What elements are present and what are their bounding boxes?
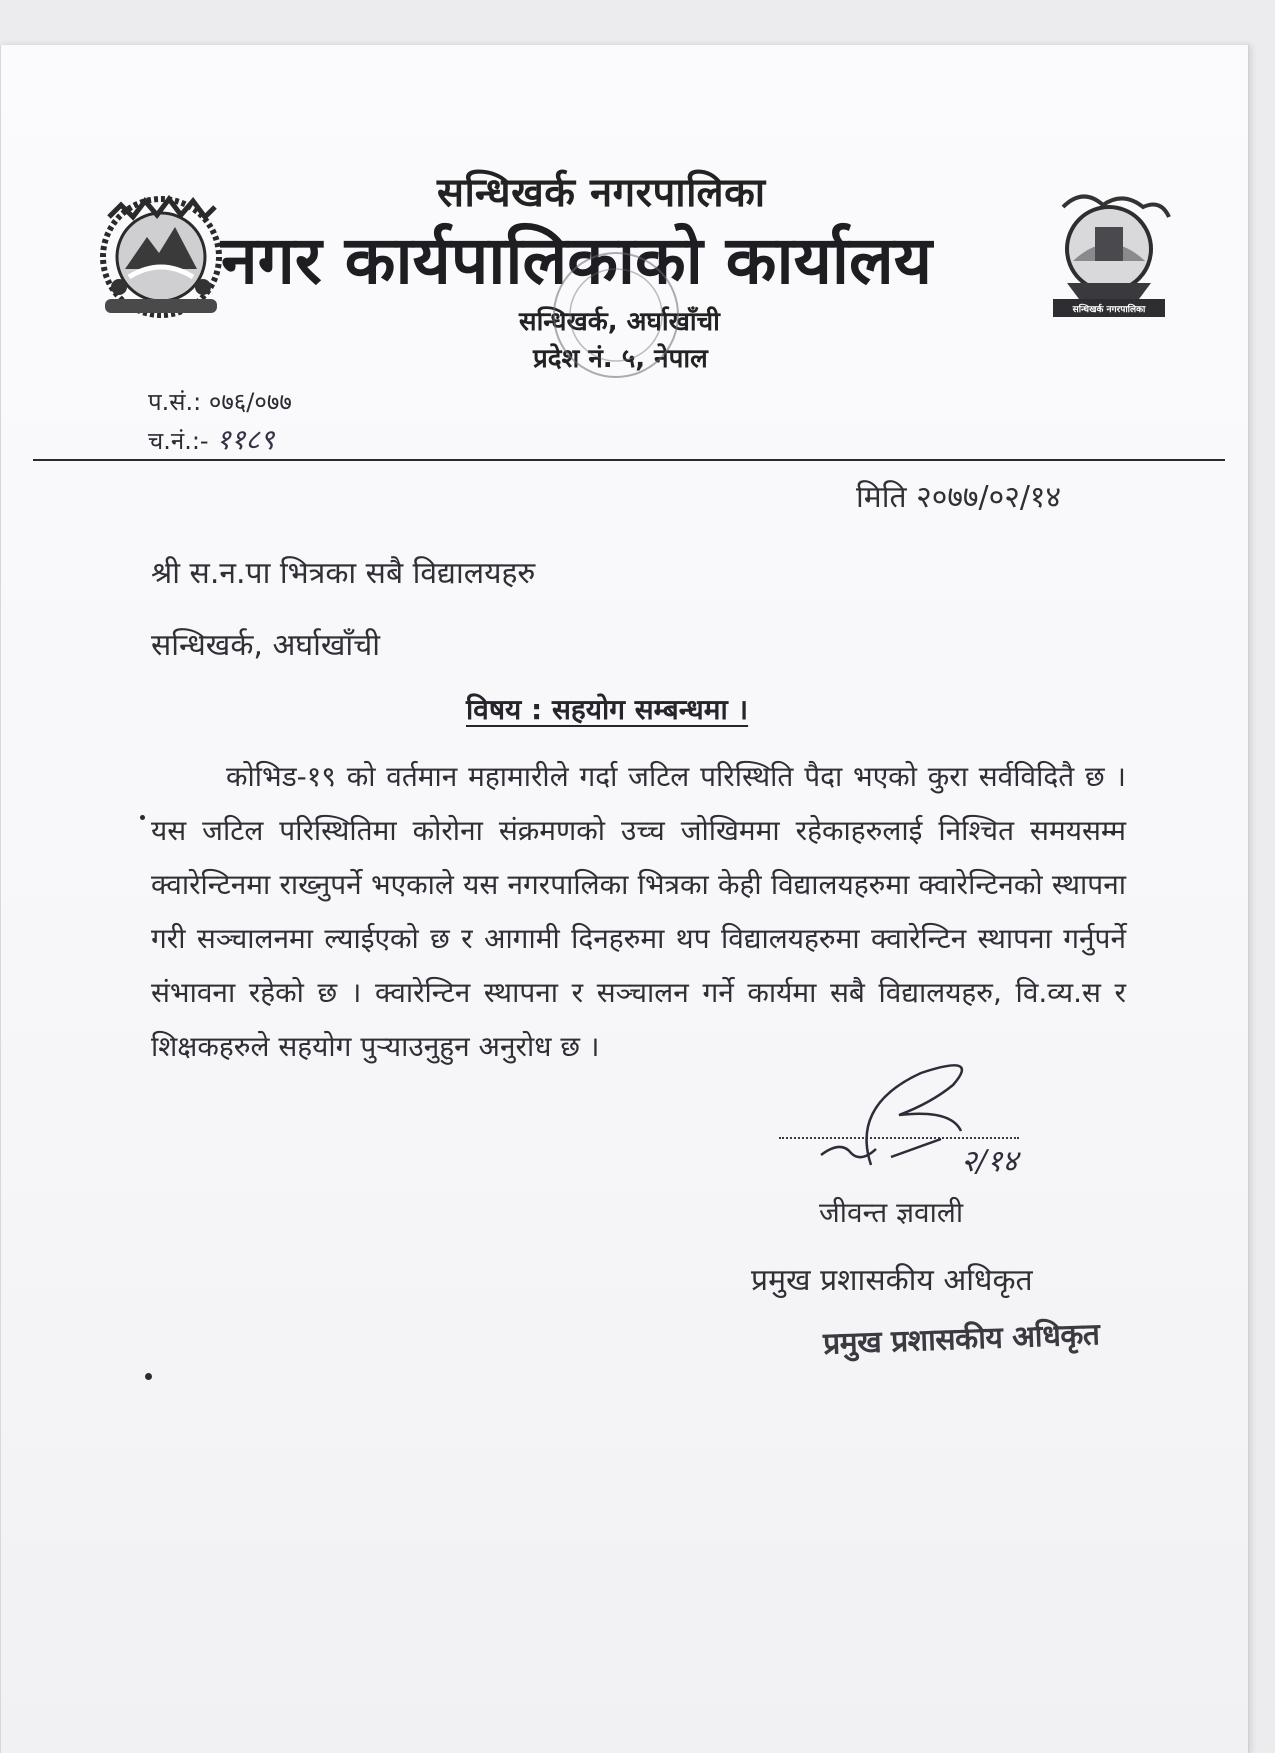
recipient-line-1: श्री स.न.पा भित्रका सबै विद्यालयहरु [151, 556, 536, 591]
letter-page [0, 45, 1249, 1753]
office-title: नगर कार्यपालिकाको कार्यालय [221, 222, 932, 299]
reference-ps-value: ०७६/०७७ [208, 388, 292, 416]
nepal-emblem-icon [89, 187, 234, 322]
reference-cn: च.नं.:- ११८९ [148, 423, 275, 456]
handwritten-signature [781, 1045, 1071, 1205]
letter-date: मिति २०७७/०२/१४ [856, 480, 1062, 515]
reference-ps: प.सं.: ०७६/०७७ [148, 388, 292, 416]
signatory-name: जीवन्त ज्ञवाली [819, 1196, 964, 1229]
office-province: प्रदेश नं. ५, नेपाल [533, 344, 708, 374]
reference-cn-value: ११८९ [216, 423, 275, 456]
recipient-line-2: सन्धिखर्क, अर्घाखाँची [151, 628, 381, 663]
signatory-stamp: प्रमुख प्रशासकीय अधिकृत [822, 1317, 1101, 1362]
letter-body: कोभिड-१९ को वर्तमान महामारीले गर्दा जटिल परिस्थिति पैदा भएको कुरा सर्वविदितै छ । यस जटिल परिस्थितिमा कोरोना संक्रमणको उच्च जोखिममा रहेकाहरुलाई निश्चित समयसम्म क्वारेन्टिनमा राख्नुपर्ने भएकाले यस नगरपालिका भित्रका केही विद्यालयहरुमा क्वारेन्टिनको स्थापना गरी सञ्चालनमा ल्याईएको छ र आगामी दिनहरुमा थप विद्यालयहरुमा क्वारेन्टिन स्थापना गर्नुपर्ने संभावना रहेको छ । क्वारेन्टिन स्थापना र सञ्चालन गर्ने कार्यमा सबै विद्यालयहरु, वि.व्य.स र शिक्षकहरुले सहयोग पुऱ्याउनुहुन अनुरोध छ । [151, 760, 1126, 1063]
office-address: सन्धिखर्क, अर्घाखाँची [519, 307, 720, 337]
letter-subject: विषय : सहयोग सम्बन्धमा । [466, 693, 749, 726]
scan-speck [140, 815, 145, 820]
header-divider [33, 459, 1225, 461]
municipality-name: सन्धिखर्क नगरपालिका [437, 170, 766, 216]
office-stamp-icon [536, 240, 696, 390]
scan-speck [145, 1373, 152, 1380]
signature-date: २/१४ [961, 1144, 1018, 1179]
municipality-logo-icon [1043, 187, 1175, 325]
signatory-title: प्रमुख प्रशासकीय अधिकृत [751, 1263, 1033, 1298]
logo-caption: सन्धिखर्क नगरपालिका [1072, 305, 1146, 315]
